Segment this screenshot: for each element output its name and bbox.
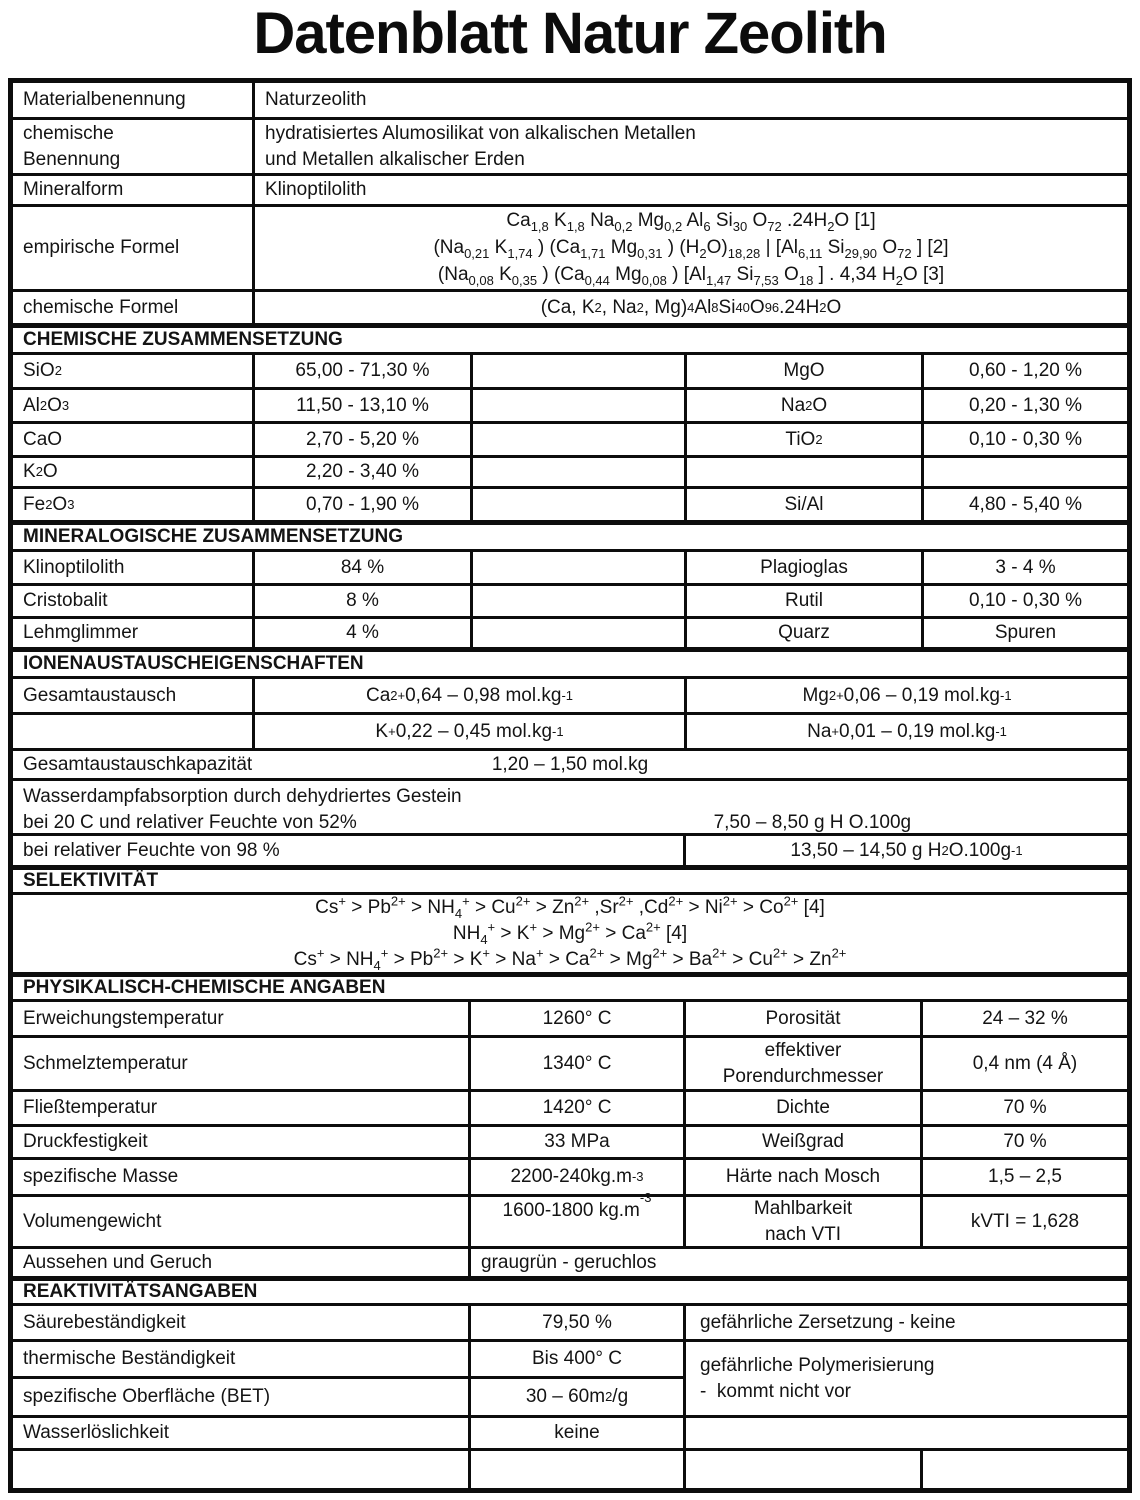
cell-label: Gesamtaustauschkapazität bbox=[23, 753, 253, 775]
cell-blank bbox=[473, 489, 687, 520]
cell-label: Säurebeständigkeit bbox=[13, 1306, 471, 1339]
cell-label: spezifische Masse bbox=[13, 1160, 471, 1194]
phys-row bbox=[13, 1002, 1127, 1038]
cell-value: (Ca, K 2 , Na 2 , Mg) 4 Al 8 Si 40 O 96 .24H 2 O bbox=[540, 296, 842, 318]
selectivity-line: $Cs^+ > NH_4^+ > Pb^{2+} > K^+ > Na^+ > Ca^{2+} > Mg^{2+} > Ba^{2+} > Cu^{2+} > Zn^{2+}$ bbox=[293, 945, 847, 973]
selectivity-line: $NH_4^+ > K^+ > Mg^{2+} > Ca^{2+}$ [4] bbox=[452, 919, 688, 947]
cell-value: kVTI = 1,628 bbox=[970, 1210, 1080, 1232]
chem-row bbox=[13, 458, 1127, 489]
cell-label: thermische Beständigkeit bbox=[13, 1342, 471, 1376]
chem-row bbox=[13, 489, 1127, 525]
cell-blank bbox=[473, 458, 687, 486]
cell-value: 4 % bbox=[255, 619, 473, 647]
react-row-solubility bbox=[13, 1418, 1127, 1451]
cell-label bbox=[687, 458, 924, 486]
cell-label: Wasserlöslichkeit bbox=[13, 1418, 471, 1448]
phys-row bbox=[13, 1160, 1127, 1197]
section-header-ion-exchange bbox=[13, 652, 1127, 679]
section-header-reactivity bbox=[13, 1281, 1127, 1306]
cell-label: Si/Al bbox=[687, 489, 924, 520]
cell-value: 0,4 nm (4 Å) bbox=[972, 1052, 1078, 1074]
vapor-line-2 bbox=[23, 810, 1127, 836]
section-header-physical-chemical bbox=[13, 977, 1127, 1002]
cell-label: Gesamtaustausch bbox=[13, 679, 255, 712]
cell-blank bbox=[473, 619, 687, 647]
cell-value: 24 – 32 % bbox=[982, 1007, 1068, 1029]
cell-value bbox=[13, 895, 1127, 972]
cell-combined bbox=[13, 781, 1127, 833]
phys-row bbox=[13, 1092, 1127, 1127]
cell-label: Aussehen und Geruch bbox=[13, 1249, 471, 1276]
section-title: PHYSIKALISCH-CHEMISCHE ANGABEN bbox=[23, 977, 386, 998]
cell-value bbox=[255, 207, 1127, 289]
cell-blank bbox=[473, 552, 687, 583]
cell-label: Materialbenennung bbox=[13, 83, 255, 117]
cell-value: 13,50 – 14,50 g H 2 O.100g -1 bbox=[790, 839, 1023, 861]
cell-label: Klinoptilolith bbox=[13, 552, 255, 583]
cell-value: Bis 400° C bbox=[471, 1342, 686, 1376]
cell-value: keine bbox=[471, 1418, 686, 1448]
cell-label: Na 2 O bbox=[687, 390, 924, 421]
cell-value: Naturzeolith bbox=[265, 89, 367, 110]
cell-value: Mg 2+ 0,06 – 0,19 mol.kg -1 bbox=[802, 684, 1012, 706]
cell-label: Mineralform bbox=[13, 176, 255, 204]
cell-label: CaO bbox=[13, 424, 255, 455]
section-header-chemical-composition bbox=[13, 328, 1127, 355]
ion-row bbox=[13, 715, 1127, 751]
empirical-formula-line: ($Na_{0,21}$ $K_{1,74}$ ) ($Ca_{1,71}$ $Mg_{0,31}$ ) $(H_2O)_{18,28}$ | [$Al_{6,11}$ $Si_{29,90}$ $O_{72}$ ] [2] bbox=[433, 237, 949, 261]
cell-value: 2,20 - 3,40 % bbox=[255, 458, 473, 486]
cell-label: SiO 2 bbox=[13, 355, 255, 387]
cell-value: 1600-1800 kg.m -3 bbox=[471, 1197, 686, 1246]
cell-value: 0,70 - 1,90 % bbox=[255, 489, 473, 520]
cell-combined bbox=[13, 751, 1127, 778]
cell-label: Quarz bbox=[687, 619, 924, 647]
humidity98-row bbox=[13, 836, 1127, 870]
cell-blank bbox=[473, 424, 687, 455]
page-title: Datenblatt Natur Zeolith bbox=[253, 1, 887, 66]
cell-blank bbox=[473, 355, 687, 387]
row-material bbox=[13, 83, 1127, 120]
cell-blank bbox=[13, 715, 255, 748]
cell-label: Lehmglimmer bbox=[13, 619, 255, 647]
cell-value: graugrün - geruchlos bbox=[481, 1251, 657, 1273]
empirical-formula-line: ($Na_{0,08}$ $K_{0,35}$ ) ($Ca_{0,44}$ $Mg_{0,08}$ ) [$Al_{1,47}$ $Si_{7,53}$ $O_{18}$ ] . 4,34 $H_2O$ [3] bbox=[437, 264, 945, 288]
chem-row bbox=[13, 390, 1127, 424]
react-left-rows bbox=[13, 1342, 686, 1415]
cell-blank bbox=[473, 390, 687, 421]
cell-value: 70 % bbox=[1003, 1131, 1047, 1152]
cell-value: Spuren bbox=[994, 622, 1057, 643]
cell-value: gefährliche Zersetzung - keine bbox=[700, 1311, 956, 1333]
cell-label: Al 2 O 3 bbox=[13, 390, 255, 421]
cell-label: bei relativer Feuchte von 98 % bbox=[13, 836, 686, 865]
cell-value: 0,10 - 0,30 % bbox=[968, 590, 1083, 611]
cell-blank bbox=[471, 1451, 686, 1488]
section-header-mineralogical-composition bbox=[13, 525, 1127, 552]
cell-value: 84 % bbox=[255, 552, 473, 583]
section-title: CHEMISCHE ZUSAMMENSETZUNG bbox=[23, 329, 343, 350]
cell-label: TiO 2 bbox=[687, 424, 924, 455]
cell-label: empirische Formel bbox=[13, 207, 255, 289]
cell-label: Mahlbarkeit nach VTI bbox=[686, 1197, 923, 1246]
cell-label: Plagioglas bbox=[687, 552, 924, 583]
cell-value: 1340° C bbox=[471, 1038, 686, 1089]
react-row-bet bbox=[13, 1379, 686, 1415]
cell-value: Ca 2+ 0,64 – 0,98 mol.kg -1 bbox=[255, 679, 687, 712]
cell-label: chemische Formel bbox=[13, 292, 255, 323]
cell-value: 1,5 – 2,5 bbox=[988, 1166, 1062, 1187]
cell-label: Porosität bbox=[686, 1002, 923, 1035]
cell-label: chemische Benennung bbox=[13, 120, 255, 173]
empty-row bbox=[13, 1451, 1127, 1488]
section-title: SELEKTIVITÄT bbox=[23, 870, 159, 891]
section-title: REAKTIVITÄTSANGABEN bbox=[23, 1281, 258, 1302]
cell-value: 79,50 % bbox=[471, 1306, 686, 1339]
selectivity-line: $Cs^+ > Pb^{2+} > NH_4^+ > Cu^{2+} > Zn^{2+}$ $,Sr^{2+}$ $,Cd^{2+} > Ni^{2+} > Co^{2+}$ [4] bbox=[315, 893, 825, 921]
cell-value: 8 % bbox=[255, 586, 473, 616]
cell-value: Na + 0,01 – 0,19 mol.kg -1 bbox=[807, 720, 1007, 742]
cell-blank bbox=[13, 1451, 471, 1488]
cell-label: K 2 O bbox=[13, 458, 255, 486]
cell-value: 2200-240kg.m -3 bbox=[471, 1160, 686, 1194]
cell-value: 0,20 - 1,30 % bbox=[968, 394, 1083, 416]
cell-label: Druckfestigkeit bbox=[13, 1127, 471, 1157]
cell-value: 3 - 4 % bbox=[995, 556, 1056, 578]
row-mineral-form bbox=[13, 176, 1127, 207]
mineral-row bbox=[13, 552, 1127, 586]
cell-label: Cristobalit bbox=[13, 586, 255, 616]
cell-label: Dichte bbox=[686, 1092, 923, 1124]
cell-label: Erweichungstemperatur bbox=[13, 1002, 471, 1035]
react-row-thermal bbox=[13, 1342, 686, 1379]
cell-value: 4,80 - 5,40 % bbox=[968, 493, 1083, 515]
cell-value: 1260° C bbox=[471, 1002, 686, 1035]
ion-capacity-row bbox=[13, 751, 1127, 781]
vapor-absorption-row bbox=[13, 781, 1127, 836]
cell-value: K + 0,22 – 0,45 mol.kg -1 bbox=[255, 715, 687, 748]
cell-blank bbox=[473, 586, 687, 616]
cell-value bbox=[924, 458, 1127, 486]
section-title: IONENAUSTAUSCHEIGENSCHAFTEN bbox=[23, 653, 364, 674]
row-chemical-formula bbox=[13, 292, 1127, 328]
section-header-selectivity bbox=[13, 870, 1127, 895]
phys-row bbox=[13, 1190, 1127, 1249]
selectivity-content-row bbox=[13, 895, 1127, 977]
appearance-row bbox=[13, 1249, 1127, 1281]
mineral-row bbox=[13, 619, 1127, 652]
cell-label: Weißgrad bbox=[686, 1127, 923, 1157]
cell-value: 0,10 - 0,30 % bbox=[968, 428, 1083, 450]
cell-blank bbox=[686, 1418, 1127, 1448]
cell-label: Fe 2 O 3 bbox=[13, 489, 255, 520]
cell-value-merged: gefährliche Polymerisierung - kommt nicht vor bbox=[700, 1354, 935, 1402]
chem-row bbox=[13, 355, 1127, 390]
vapor-line-1: Wasserdampfabsorption durch dehydriertes Gestein bbox=[23, 786, 462, 807]
cell-label: spezifische Oberfläche (BET) bbox=[13, 1379, 471, 1415]
cell-value: 1420° C bbox=[471, 1092, 686, 1124]
react-compound-row bbox=[13, 1342, 1127, 1418]
cell-label: Fließtemperatur bbox=[13, 1092, 471, 1124]
datasheet-table bbox=[8, 78, 1132, 1493]
chem-row bbox=[13, 424, 1127, 458]
cell-label: Volumengewicht bbox=[13, 1197, 471, 1246]
cell-value: Klinoptilolith bbox=[265, 179, 367, 200]
ion-row bbox=[13, 679, 1127, 715]
row-empirical-formula bbox=[13, 207, 1127, 292]
cell-blank bbox=[686, 1451, 923, 1488]
cell-label: MgO bbox=[687, 355, 924, 387]
empirical-formula-line: $Ca_{1,8}$ $K_{1,8}$ $Na_{0,2}$ $Mg_{0,2}$ $Al_6$ $Si_{30}$ $O_{72}$ $.24H_2O$ [1] bbox=[506, 210, 876, 234]
react-row-acid bbox=[13, 1306, 1127, 1342]
cell-value: 2,70 - 5,20 % bbox=[255, 424, 473, 455]
cell-label: effektiver Porendurchmesser bbox=[686, 1038, 923, 1089]
cell-blank bbox=[923, 1451, 1127, 1488]
cell-value: 30 – 60m 2 /g bbox=[471, 1379, 686, 1415]
cell-value: 33 MPa bbox=[471, 1127, 686, 1157]
cell-value: 65,00 - 71,30 % bbox=[255, 355, 473, 387]
cell-value: 7,50 – 8,50 g H O.100g bbox=[713, 812, 912, 833]
cell-value: 70 % bbox=[1003, 1097, 1047, 1118]
section-title: MINERALOGISCHE ZUSAMMENSETZUNG bbox=[23, 526, 403, 547]
cell-label: Schmelztemperatur bbox=[13, 1038, 471, 1089]
cell-label: Rutil bbox=[687, 586, 924, 616]
mineral-row bbox=[13, 586, 1127, 619]
cell-label: bei 20 C und relativer Feuchte von 52% bbox=[23, 812, 357, 833]
cell-label: Härte nach Mosch bbox=[686, 1160, 923, 1194]
cell-value: hydratisiertes Alumosilikat von alkalischen Metallen und Metallen alkalischer Erden bbox=[265, 122, 696, 170]
cell-value: 11,50 - 13,10 % bbox=[255, 390, 473, 421]
cell-value: 0,60 - 1,20 % bbox=[968, 360, 1083, 381]
phys-row bbox=[13, 1038, 1127, 1092]
cell-value: 1,20 – 1,50 mol.kg bbox=[491, 753, 649, 775]
phys-row bbox=[13, 1127, 1127, 1160]
row-chemical-name bbox=[13, 120, 1127, 176]
